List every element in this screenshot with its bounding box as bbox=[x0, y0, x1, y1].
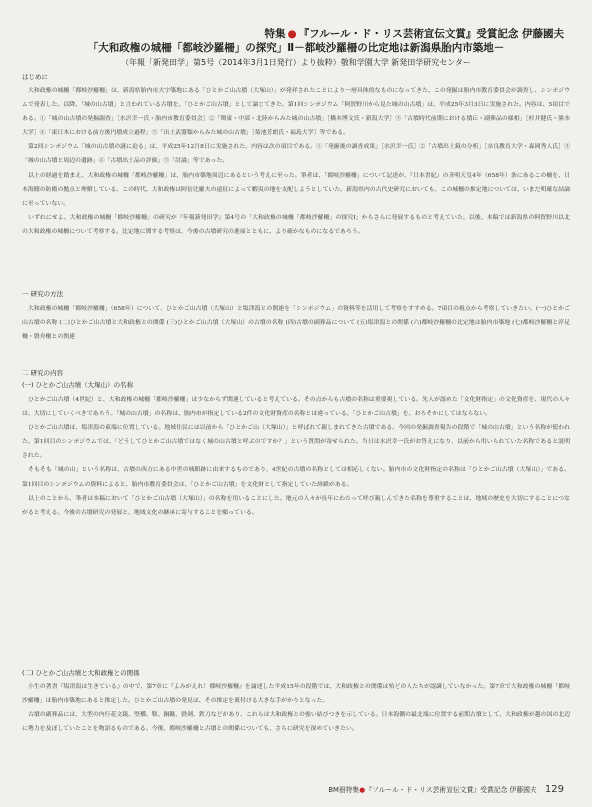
intro-paragraph: いずれにせよ、大和政権の城柵「都岐沙羅柵」の研究が『年報新発田学』第4号の「大和政権の城柵「都岐沙羅柵」の探究Ⅰ」からさらに発展するものと考えていた。以後、本稿では新潟県の阿賀野川以北の大和政権の城柵について考察する。比定地に関する考察は、今後の古墳研究の進展とともに、より確かなものになるであろう。 bbox=[22, 214, 570, 235]
footer-text: 『フルール・ド・リス芸術宣伝文賞』受賞記念 bbox=[365, 786, 508, 794]
page-number: 129 bbox=[544, 784, 564, 795]
section-paragraph: ひとかご山古墳は、塩津潟の東端に位置している。地域住民には以前から「ひとかご山（大塚山）」と呼ばれて親しまれてきた古墳である。今回の発掘調査報告の段階で「城の山古墳」という名称が使われた。第1回目のシンポジウムでは、「どうしてひとかご山古墳ではなく城の山古墳と呼ぶのですか？」という質問が寄せられた。当日は水沢幸一氏がお答えになり、以前から用いられていた名称であると説明された。 bbox=[22, 425, 570, 460]
section-paragraph: ひとかご山古墳（4世紀）と、大和政権の城柵「都岐沙羅柵」は少なからず関連していると考えている。その点からも古墳の名称は重要視している。先人が認めた「文化財指定」の文化資産を、現代の人々は、大切にしていくべきであろう。「城の山古墳」の名称は、胎内市が指定している2件の文化財資産の名称とは違っている。「ひとかご山古墳」を、おろそかにしてはならない。 bbox=[22, 397, 570, 418]
header-line bbox=[265, 26, 565, 41]
subsection-heading: (二) ひとかご山古墳と大和政権との関係 bbox=[22, 669, 140, 677]
section-body bbox=[22, 680, 570, 778]
intro-paragraph: 大和政権の城柵「都岐沙羅柵」は、新潟県胎内市大字築地にある「ひとかご山古墳（大塚山）」が発祥されたことにより一層具体的なものになってきた。この発掘は胎内市教育委員会が調査し、シンポジウムで発表した。以降、「城の山古墳」と言われている古墳を、「ひとかご山古墳」として論じてきた。第1回シンポジウム「阿賀野川から見た城の山古墳」は、平成25年3月3日に実施された。内容は、5項目である。①「城の山古墳の発掘調査」［水沢幸一氏・胎内市教育委員会］②「関東・中部・北陸からみた城の山古墳」［橋本博文氏・新潟大学］③「古墳時代前期における墳丘・副葬品の様相」［杉井健氏・熊本大学］④「東日本における前方後円墳成立過程」⑤「出土武器類からみた城の山古墳」［菊池芳朗氏・福島大学］等である。 bbox=[22, 88, 570, 137]
bullet-icon: ● bbox=[287, 28, 297, 40]
header-title: 『フルール・ド・リス芸術宣伝文賞』受賞記念 bbox=[298, 28, 519, 40]
section-paragraph: 以上のことから、筆者は本稿において「ひとかご山古墳（大塚山）」の名称を用いることにした。地元の人々が長年にわたって呼び親しんできた名称を尊重することは、地域の歴史を大切にすることにつながると考える。今後の古墳研究の発展と、地域文化の継承に寄与することを願っている。 bbox=[22, 495, 570, 516]
section-heading: 一 研究の方法 bbox=[22, 290, 64, 298]
section-paragraph: 古墳の副葬品には、大型の内行花文鏡、竪櫛、靫、銅鏃、鉄剣、鉄刀などがあり、これらは大和政権との強い結びつきを示している。日本海側の最北端に位置する前期古墳として、大和政権が越の国の北辺に勢力を及ぼしていたことを物語るものである。今後、都岐沙羅柵と古墳との関係についても、さらに研究を深めていきたい。 bbox=[22, 712, 570, 733]
article-subtitle: （年報「新発田学」第5号（2014年3月1日発行）より抜粋）敬和学園大学 新発田学研究センター bbox=[121, 58, 471, 67]
intro-paragraph: 以上の経過を踏まえ、大和政権の城柵「都岐沙羅柵」は、胎内市築地周辺にあるという考えに至った。筆者は、「都岐沙羅柵」について記述が、『日本書紀』の斉明天皇4年（658年）条にあるこの柵を、日本海側の防衛の拠点と理解している。この時代、大和政権は阿倍比羅夫の遠征によって蝦夷の地を支配しようとしていた。新潟県内の古代史研究においても、この城柵の推定地については、いまだ明確な結論に至っていない。 bbox=[22, 172, 570, 207]
article-title: 「大和政権の城柵「都岐沙羅柵」の探究」Ⅱ－都岐沙羅柵の比定地は新潟県胎内市築地－ bbox=[87, 42, 505, 54]
subsection-heading: (一) ひとかご山古墳（大塚山）の名称 bbox=[22, 381, 134, 389]
section-heading: 二 研究の内容 bbox=[22, 369, 64, 377]
bullet-icon: ● bbox=[359, 786, 366, 794]
footer-author: 伊藤國夫 bbox=[509, 786, 537, 794]
section-body bbox=[22, 393, 570, 663]
section-paragraph: 大和政権の城柵「都岐沙羅柵」（658年）について、ひとかご山古墳（大塚山）と塩津潟との関連を「シンポジウム」の資料等を活用して考察をすすめる。7項目の視点から考察していきたい。(一)ひとかご山古墳の名称 (二)ひとかご山古墳と大和政権との関係 (三)ひとかご山古墳（大塚山）の古墳の名称 (四)古墳の副葬品について (五)塩津潟との関係 (六)都岐沙羅柵の比定地は胎内市築地 (七)都岐沙羅柵と渟足柵・磐舟柵との関連 bbox=[22, 306, 570, 341]
header-author: 伊藤國夫 bbox=[522, 28, 564, 40]
header-label: 特集 bbox=[264, 28, 286, 40]
intro-body bbox=[22, 84, 570, 282]
section-body bbox=[22, 302, 570, 360]
intro-heading: はじめに bbox=[22, 73, 48, 81]
intro-paragraph: 第2回シンポジウム「城の山古墳の謎に迫る」は、平成25年12月8日に実施された。内容は次の項目である。①「発掘後の調査成果」［水沢幸一氏］②「古墳出土鏡の分析」［奈良教育大学・森岡秀人氏］③「城の山古墳と周辺の遺跡」④「古墳出土品の評価」⑤「討論」等であった。 bbox=[22, 144, 570, 165]
page-footer bbox=[328, 784, 564, 795]
footer-series: BM冊特集 bbox=[328, 786, 360, 794]
section-paragraph: そもそも「城の山」という名称は、古墳の西方にある中世の城館跡に由来するものであり、4世紀の古墳の名称としては相応しくない。胎内市の文化財指定の名称は「ひとかご山古墳（大塚山）」である。第1回目のシンポジウムの資料によると、胎内市教育委員会は、「ひとかご山古墳」を文化財として指定していた経緯がある。 bbox=[22, 467, 570, 488]
section-paragraph: 小生の著書『塩津潟は生きている』の中で、第7章に『よみがえれ！都岐沙羅柵』を論述した平成15年の段階では、大和政権との関係は殆どの人たちが認識していなかった。第7章で大和政権の城柵「都岐沙羅柵」は胎内市築地にあると推定した。ひとかご山古墳の発見は、その推定を裏付ける大きな手がかりとなった。 bbox=[22, 684, 570, 705]
